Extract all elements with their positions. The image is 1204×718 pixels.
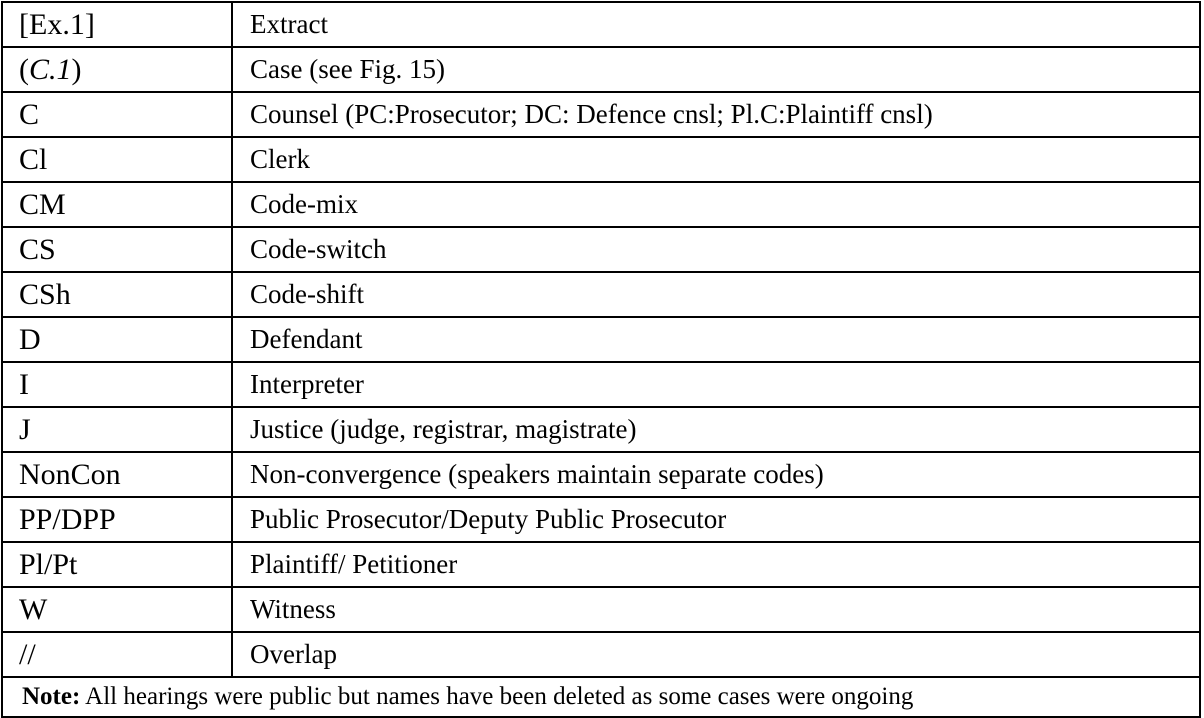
abbreviation-cell: [2, 47, 232, 92]
abbreviation-cell: [Ex.1]: [2, 2, 232, 47]
table-row: [2, 272, 1200, 317]
description-cell: Non-convergence (speakers maintain separate codes): [232, 452, 1200, 497]
table-row: [2, 227, 1200, 272]
description-cell: Public Prosecutor/Deputy Public Prosecutor: [232, 497, 1200, 542]
description-cell: Counsel (PC:Prosecutor; DC: Defence cnsl; Pl.C:Plaintiff cnsl): [232, 92, 1200, 137]
note-cell: [2, 677, 1200, 717]
table-row: [2, 497, 1200, 542]
table-row: [2, 47, 1200, 92]
abbreviation-cell: J: [2, 407, 232, 452]
description-cell: Witness: [232, 587, 1200, 632]
description-cell: Defendant: [232, 317, 1200, 362]
abbreviation-open-paren: (: [19, 52, 29, 86]
description-cell: Code-switch: [232, 227, 1200, 272]
abbreviation-cell: NonCon: [2, 452, 232, 497]
abbreviation-cell: CSh: [2, 272, 232, 317]
table-row: [2, 407, 1200, 452]
abbreviation-cell: W: [2, 587, 232, 632]
abbreviation-cell: D: [2, 317, 232, 362]
abbreviation-cell: Cl: [2, 137, 232, 182]
table-row: [2, 2, 1200, 47]
table-row: [2, 632, 1200, 677]
table-row: [2, 452, 1200, 497]
description-cell: Case (see Fig. 15): [232, 47, 1200, 92]
description-cell: Clerk: [232, 137, 1200, 182]
note-label: Note:: [22, 683, 81, 710]
abbreviation-close-paren: ): [71, 52, 82, 86]
table-row: [2, 317, 1200, 362]
abbreviation-cell: CM: [2, 182, 232, 227]
table-row: [2, 137, 1200, 182]
description-cell: Interpreter: [232, 362, 1200, 407]
abbreviation-cell: C: [2, 92, 232, 137]
description-cell: Overlap: [232, 632, 1200, 677]
abbreviation-cell: CS: [2, 227, 232, 272]
note-text: All hearings were public but names have been deleted as some cases were ongoing: [80, 683, 914, 710]
abbreviation-cell: Pl/Pt: [2, 542, 232, 587]
description-cell: Extract: [232, 2, 1200, 47]
table-row: [2, 92, 1200, 137]
table-row: [2, 587, 1200, 632]
description-cell: Justice (judge, registrar, magistrate): [232, 407, 1200, 452]
description-cell: Plaintiff/ Petitioner: [232, 542, 1200, 587]
abbreviation-cell: PP/DPP: [2, 497, 232, 542]
table-row: [2, 182, 1200, 227]
abbreviations-table: [1, 1, 1201, 718]
table-row: [2, 542, 1200, 587]
description-cell: Code-shift: [232, 272, 1200, 317]
abbreviation-italic: C.1: [29, 52, 72, 86]
table-row: [2, 362, 1200, 407]
abbreviation-cell: I: [2, 362, 232, 407]
abbreviation-cell: //: [2, 632, 232, 677]
description-cell: Code-mix: [232, 182, 1200, 227]
note-row: [2, 677, 1200, 717]
